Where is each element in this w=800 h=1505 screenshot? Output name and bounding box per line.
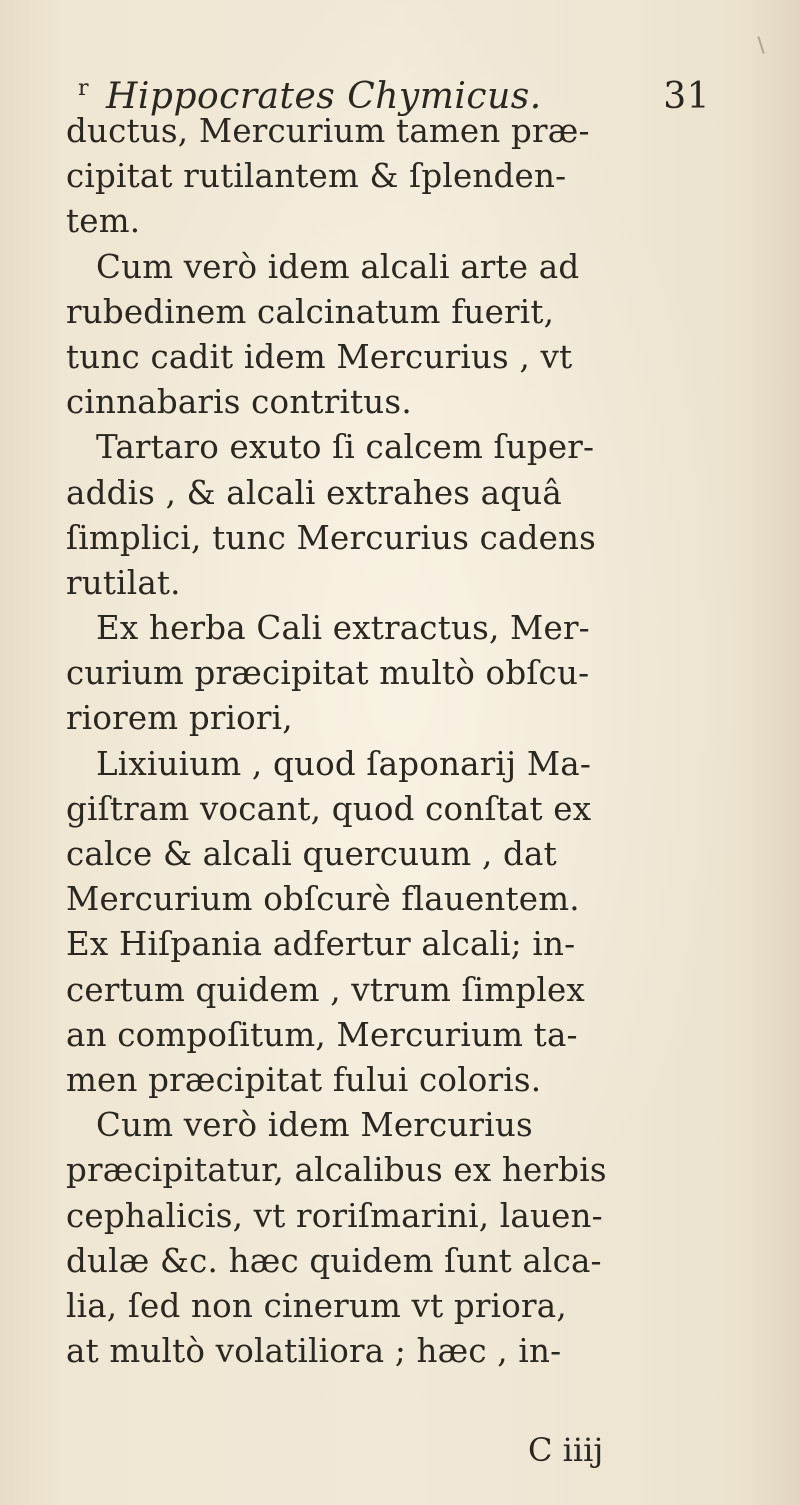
text-line: tem.: [66, 202, 141, 241]
text-line: Cum verò idem alcali arte ad: [96, 247, 580, 286]
text-line: Lixiuium , quod ſaponarij Ma-: [96, 744, 592, 783]
page-footer: [0, 1425, 800, 1475]
page-number: 31: [663, 76, 710, 117]
text-line: addis , & alcali extrahes aquâ: [66, 473, 562, 512]
text-line: rubedinem calcinatum fuerit,: [66, 292, 555, 331]
text-line: Ex Hiſpania adfertur alcali; in-: [66, 925, 576, 964]
text-line: an compoſitum, Mercurium ta-: [66, 1015, 578, 1054]
text-line: dulæ &c. hæc quidem ſunt alca-: [66, 1241, 602, 1280]
text-line: ductus, Mercurium tamen præ-: [66, 112, 590, 150]
text-line: at multò volatiliora ; hæc , in-: [66, 1332, 562, 1371]
text-line: lia, ſed non cinerum vt priora,: [66, 1286, 567, 1325]
text-line: cipitat rutilantem & ſplenden-: [66, 157, 567, 196]
text-line: men præcipitat fului coloris.: [66, 1060, 542, 1099]
body-text: [66, 109, 726, 1374]
text-line: tunc cadit idem Mercurius , vt: [66, 337, 573, 376]
text-line: Ex herba Cali extractus, Mer-: [96, 609, 590, 648]
text-line: riorem priori,: [66, 699, 293, 738]
text-line: certum quidem , vtrum ſimplex: [66, 970, 585, 1009]
text-line: Tartaro exuto ſi calcem ſuper-: [96, 428, 595, 467]
text-line: cephalicis, vt roriſmarini, lauen-: [66, 1196, 603, 1235]
text-line: ſimplici, tunc Mercurius cadens: [66, 518, 597, 557]
signature-mark: C iiij: [528, 1431, 604, 1469]
running-title: Hippocrates Chymicus.: [106, 76, 542, 117]
page-edge-mark: [757, 36, 764, 54]
header-mark: r: [78, 76, 90, 101]
text-line: cinnabaris contritus.: [66, 383, 412, 422]
text-line: Mercurium obſcurè flauentem.: [66, 880, 580, 919]
text-line: curium præcipitat multò obſcu-: [66, 654, 590, 693]
text-line: giſtram vocant, quod conſtat ex: [66, 789, 592, 828]
text-line: calce & alcali quercuum , dat: [66, 835, 557, 873]
text-line: rutilat.: [66, 563, 181, 602]
text-line: præcipitatur, alcalibus ex herbis: [66, 1151, 607, 1190]
text-line: Cum verò idem Mercurius: [96, 1106, 533, 1145]
